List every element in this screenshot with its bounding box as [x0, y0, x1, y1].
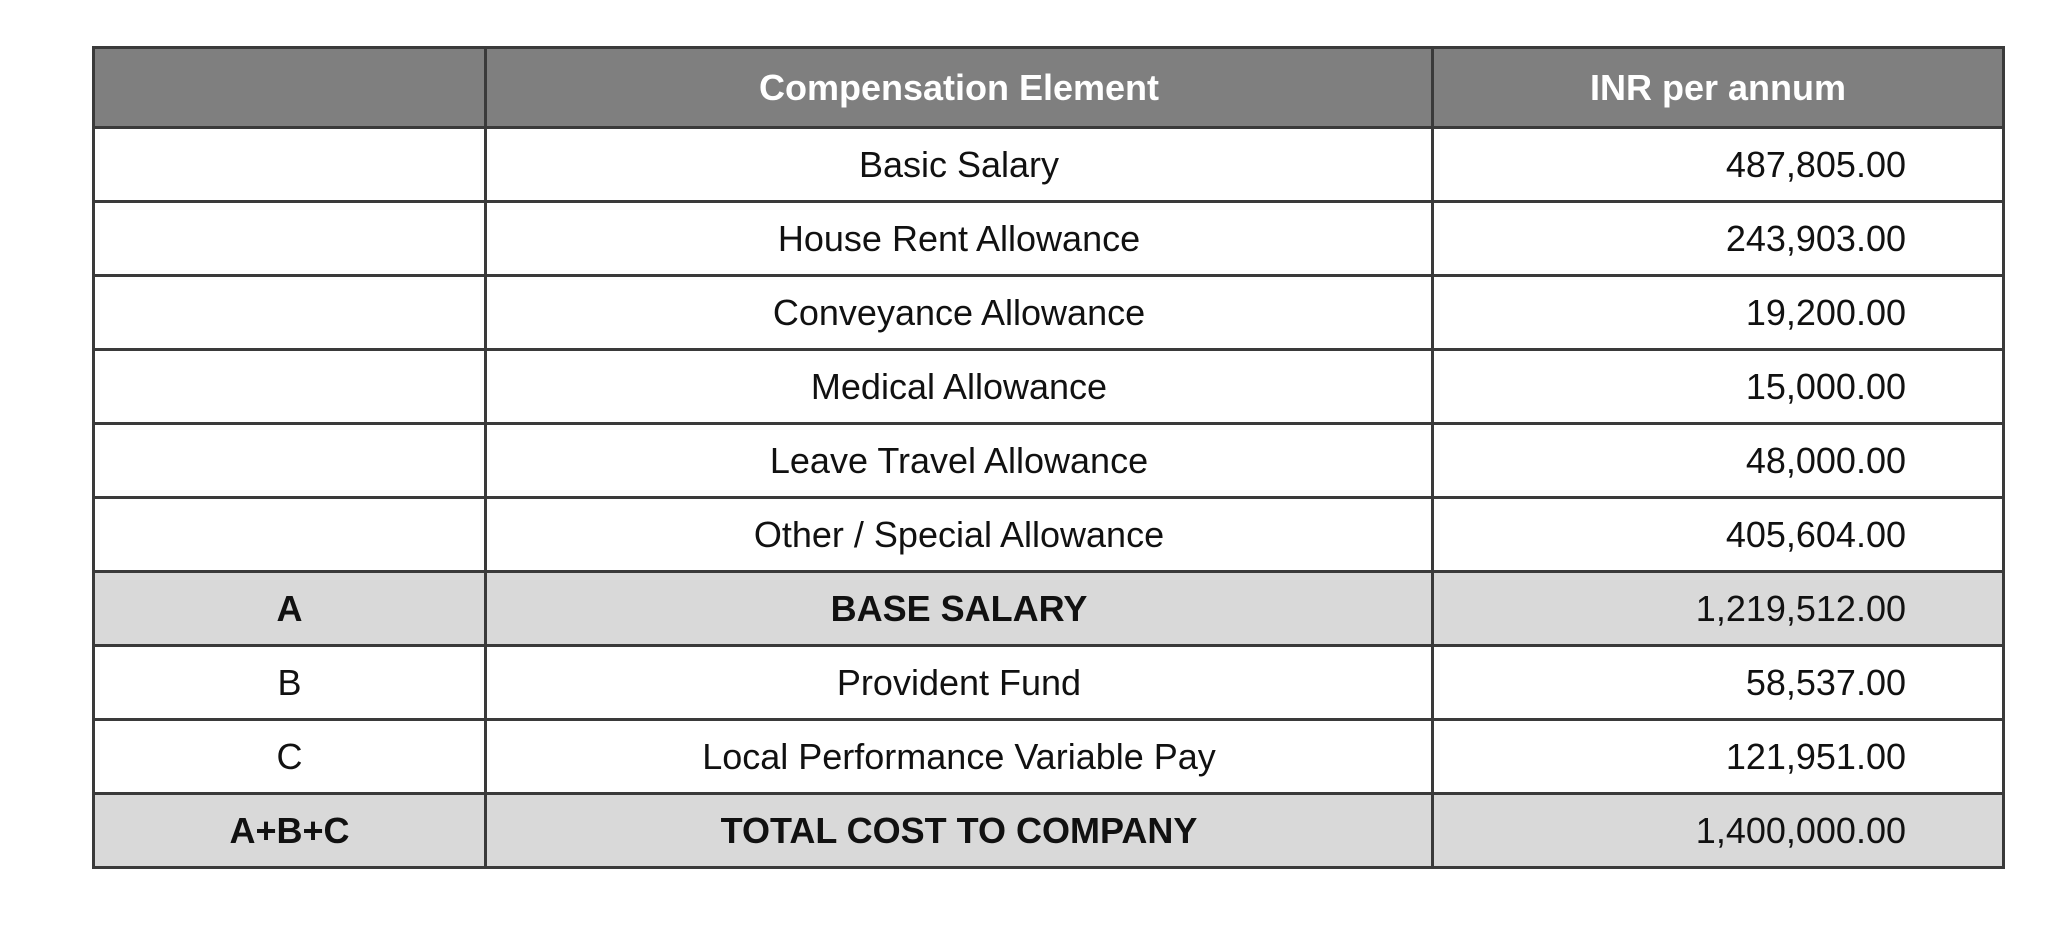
- row-amount: 487,805.00: [1433, 128, 2004, 202]
- row-amount: 19,200.00: [1433, 276, 2004, 350]
- row-code: A+B+C: [94, 794, 486, 868]
- table-header-row: [94, 48, 2004, 128]
- row-code: [94, 424, 486, 498]
- row-amount: 15,000.00: [1433, 350, 2004, 424]
- row-element: Provident Fund: [486, 646, 1433, 720]
- table-row: [94, 350, 2004, 424]
- row-code: [94, 276, 486, 350]
- total-row-cost-to-company: [94, 794, 2004, 868]
- row-code: A: [94, 572, 486, 646]
- compensation-table: [92, 46, 2005, 869]
- row-code: [94, 498, 486, 572]
- table-row: [94, 128, 2004, 202]
- table-row: [94, 424, 2004, 498]
- header-code: [94, 48, 486, 128]
- header-compensation-element: Compensation Element: [486, 48, 1433, 128]
- row-element: BASE SALARY: [486, 572, 1433, 646]
- table-row: [94, 646, 2004, 720]
- compensation-table-container: [92, 46, 2002, 869]
- row-code: B: [94, 646, 486, 720]
- row-element: TOTAL COST TO COMPANY: [486, 794, 1433, 868]
- row-amount: 1,219,512.00: [1433, 572, 2004, 646]
- row-amount: 58,537.00: [1433, 646, 2004, 720]
- row-element: Medical Allowance: [486, 350, 1433, 424]
- table-row: [94, 202, 2004, 276]
- table-row: [94, 498, 2004, 572]
- row-amount: 48,000.00: [1433, 424, 2004, 498]
- row-code: C: [94, 720, 486, 794]
- row-code: [94, 350, 486, 424]
- row-code: [94, 202, 486, 276]
- row-amount: 121,951.00: [1433, 720, 2004, 794]
- header-inr-per-annum: INR per annum: [1433, 48, 2004, 128]
- row-amount: 405,604.00: [1433, 498, 2004, 572]
- row-element: House Rent Allowance: [486, 202, 1433, 276]
- row-element: Local Performance Variable Pay: [486, 720, 1433, 794]
- row-amount: 243,903.00: [1433, 202, 2004, 276]
- row-code: [94, 128, 486, 202]
- row-element: Leave Travel Allowance: [486, 424, 1433, 498]
- table-row: [94, 720, 2004, 794]
- table-row: [94, 276, 2004, 350]
- subtotal-row-base-salary: [94, 572, 2004, 646]
- row-element: Other / Special Allowance: [486, 498, 1433, 572]
- row-amount: 1,400,000.00: [1433, 794, 2004, 868]
- row-element: Conveyance Allowance: [486, 276, 1433, 350]
- row-element: Basic Salary: [486, 128, 1433, 202]
